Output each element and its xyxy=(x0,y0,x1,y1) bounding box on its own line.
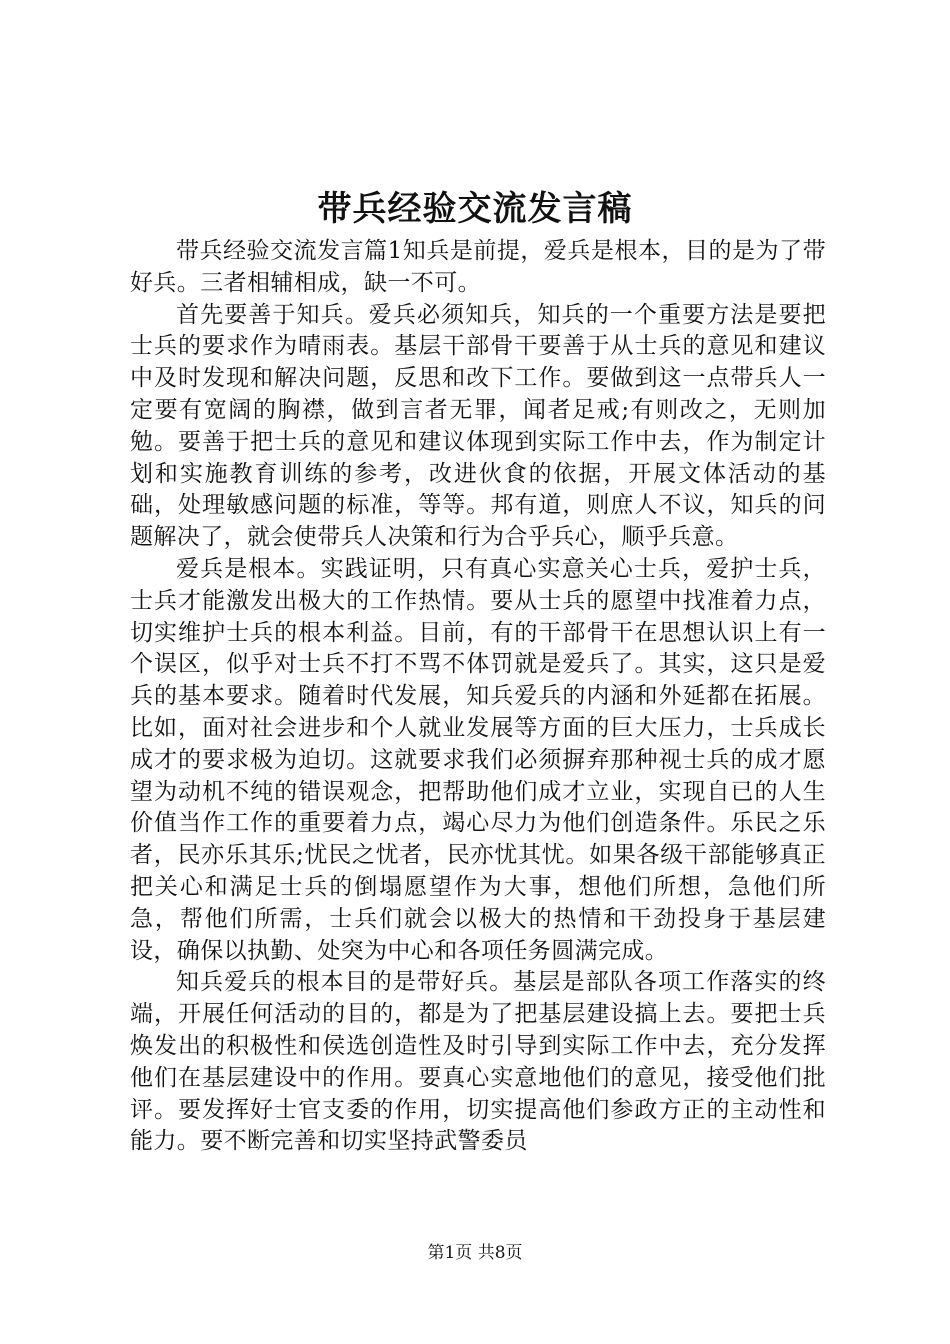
paragraph-2: 首先要善于知兵。爱兵必须知兵，知兵的一个重要方法是要把士兵的要求作为晴雨表。基层干部骨干要善于从士兵的意见和建议中及时发现和解决问题，反思和改下工作。要做到这一点带兵人一定要有宽阔的胸襟，做到言者无罪，闻者足戒;有则改之，无则加勉。要善于把士兵的意见和建议体现到实际工作中去，作为制定计划和实施教育训练的参考，改进伙食的依据，开展文体活动的基础，处理敏感问题的标准，等等。邦有道，则庶人不议，知兵的问题解决了，就会使带兵人决策和行为合乎兵心，顺乎兵意。 xyxy=(130,301,826,551)
document-title: 带兵经验交流发言稿 xyxy=(317,189,633,229)
document-body xyxy=(130,236,826,1158)
paragraph-4: 知兵爱兵的根本目的是带好兵。基层是部队各项工作落实的终端，开展任何活动的目的，都是为了把基层建设搞上去。要把士兵焕发出的积极性和侯选创造性及时引导到实际工作中去，充分发挥他们在基层建设中的作用。要真心实意地他们的意见，接受他们批评。要发挥好士官支委的作用，切实提高他们参政方正的主动性和能力。要不断完善和切实坚持武警委员 xyxy=(130,969,826,1155)
paragraph-1: 带兵经验交流发言篇1知兵是前提，爱兵是根本，目的是为了带好兵。三者相辅相成，缺一不可。 xyxy=(130,238,826,296)
paragraph-3: 爱兵是根本。实践证明，只有真心实意关心士兵，爱护士兵，士兵才能激发出极大的工作热情。要从士兵的愿望中找准着力点，切实维护士兵的根本利益。目前，有的干部骨干在思想认识上有一个误区，似乎对士兵不打不骂不体罚就是爱兵了。其实，这只是爱兵的基本要求。随着时代发展，知兵爱兵的内涵和外延都在拓展。比如，面对社会进步和个人就业发展等方面的巨大压力，士兵成长成才的要求极为迫切。这就要求我们必须摒弃那种视士兵的成才愿望为动机不纯的错误观念，把帮助他们成才立业，实现自已的人生价值当作工作的重要着力点，竭心尽力为他们创造条件。乐民之乐者，民亦乐其乐;忧民之忧者，民亦忧其忧。如果各级干部能够真正把关心和满足士兵的倒塌愿望作为大事，想他们所想，急他们所急，帮他们所需，士兵们就会以极大的热情和干劲投身于基层建设，确保以执勤、处突为中心和各项任务圆满完成。 xyxy=(130,555,826,964)
page-footer: 第1页 共8页 xyxy=(427,1243,523,1263)
